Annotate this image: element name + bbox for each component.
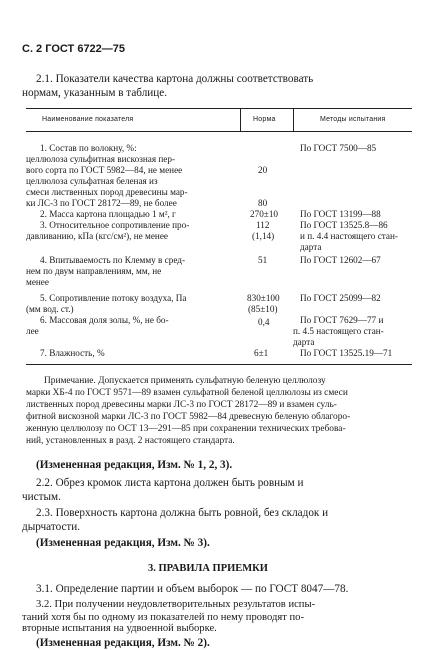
amendment-note: (Измененная редакция, Изм. № 3). (36, 537, 210, 549)
row-method: дарта (293, 337, 315, 347)
row-norm: 80 (258, 198, 268, 208)
row-name-line: 6. Массовая доля золы, %, не бо- (40, 315, 169, 325)
row-name-line: лее (26, 326, 39, 336)
row-norm: 112 (256, 220, 270, 230)
table-top-rule (26, 108, 412, 109)
row-norm: (1,14) (252, 231, 275, 241)
row-method: п. 4.5 настоящего стан- (293, 326, 384, 336)
row-method: По ГОСТ 13199—88 (300, 209, 381, 219)
row-method: По ГОСТ 13525.8—86 (300, 220, 388, 230)
row-name-line: смеси лиственных пород древесины мар- (26, 187, 188, 197)
row-norm: 270±10 (250, 209, 279, 219)
row-method: дарта (300, 242, 322, 252)
row-norm: 51 (258, 255, 268, 265)
row-name-line: (мм вод. ст.) (26, 304, 74, 314)
row-name-line: менее (26, 277, 49, 287)
clause-2-3-line-1: 2.3. Поверхность картона должна быть ровной, без складок и (36, 507, 329, 519)
clause-3-1: 3.1. Определение партии и объем выборок — по ГОСТ 8047—78. (36, 583, 349, 595)
intro-line-2: нормам, указанным в таблице. (22, 87, 168, 99)
table-col-divider-2 (293, 108, 294, 131)
row-name-line: ки ЛС-3 по ГОСТ 28172—89, не более (26, 198, 177, 208)
section-title: 3. ПРАВИЛА ПРИЕМКИ (148, 563, 268, 574)
row-norm: 0,4 (258, 317, 270, 327)
row-method: По ГОСТ 12602—67 (300, 255, 381, 265)
row-name-line: целлюлоза сульфатная беленая из (26, 176, 158, 186)
row-name-line: 5. Сопротивление потоку воздуха, Па (40, 293, 187, 303)
row-name-line: целлюлоза сульфитная вискозная пер- (26, 154, 176, 164)
table-header-method: Методы испытания (320, 116, 386, 123)
note-line: ний, установленных в разд. 2 настоящего стандарта. (26, 436, 235, 446)
table-bottom-rule (26, 364, 412, 365)
row-method: По ГОСТ 7629—77 и (300, 315, 384, 325)
row-name-line: вого сорта по ГОСТ 5982—84, не менее (26, 165, 183, 175)
row-name-line: 4. Впитываемость по Клемму в сред- (40, 255, 186, 265)
clause-3-2-line-1: 3.2. При получении неудовлетворительных результатов испы- (36, 599, 316, 610)
table-header-rule (26, 131, 412, 132)
row-name-line: 7. Влажность, % (40, 348, 105, 358)
table-header-norm: Норма (253, 116, 276, 123)
amendment-note: (Измененная редакция, Изм. № 1, 2, 3). (36, 459, 233, 471)
clause-2-2-line-1: 2.2. Обрез кромок листа картона должен быть ровным и (36, 477, 304, 489)
row-name-line: нем по двум направлениям, мм, не (26, 266, 162, 276)
row-norm: 20 (258, 165, 268, 175)
row-norm: 6±1 (254, 348, 269, 358)
note-line: марки ХБ-4 по ГОСТ 9571—89 взамен сульфатной беленой целлюлозы из смеси (26, 388, 348, 398)
row-name-line: давливанию, кПа (кгс/см²), не менее (26, 231, 169, 241)
intro-line-1: 2.1. Показатели качества картона должны соответствовать (36, 73, 314, 85)
table-col-divider-1 (240, 108, 241, 131)
row-method: и п. 4.4 настоящего стан- (300, 231, 398, 241)
clause-2-2-line-2: чистым. (22, 491, 61, 503)
note-line: женную целлюлозу по ОСТ 13—291—85 при сохранении технических требова- (26, 424, 346, 434)
note-line: фитной вискозной марки ЛС-3 по ГОСТ 5982—84 древесную беленую облагоро- (26, 412, 351, 422)
note-line: лиственных пород древесины марки ЛС-3 по ГОСТ 28172—89 и взамен суль- (26, 400, 337, 410)
note-line: Примечание. Допускается применять сульфатную беленую целлюлозу (44, 376, 326, 386)
clause-3-2-line-2: таний хотя бы по одному из показателей по нему проводят по- (22, 612, 305, 623)
row-norm: 830±100 (247, 293, 280, 303)
row-norm: (85±10) (248, 304, 278, 314)
clause-2-3-line-2: дырчатости. (22, 521, 81, 533)
page-header: С. 2 ГОСТ 6722—75 (22, 43, 126, 55)
clause-3-2-line-3: вторные испытания на удвоенной выборке. (22, 623, 217, 634)
row-name-line: 3. Относительное сопротивление про- (40, 220, 190, 230)
row-name-line: 2. Масса картона площадью 1 м², г (40, 209, 176, 219)
amendment-note: (Измененная редакция, Изм. № 2). (36, 637, 210, 649)
row-method: По ГОСТ 25099—82 (300, 293, 381, 303)
row-method: По ГОСТ 13525.19—71 (300, 348, 393, 358)
row-name-line: 1. Состав по волокну, %: (40, 143, 137, 153)
row-method: По ГОСТ 7500—85 (300, 143, 377, 153)
table-header-name: Наименование показателя (42, 116, 134, 123)
